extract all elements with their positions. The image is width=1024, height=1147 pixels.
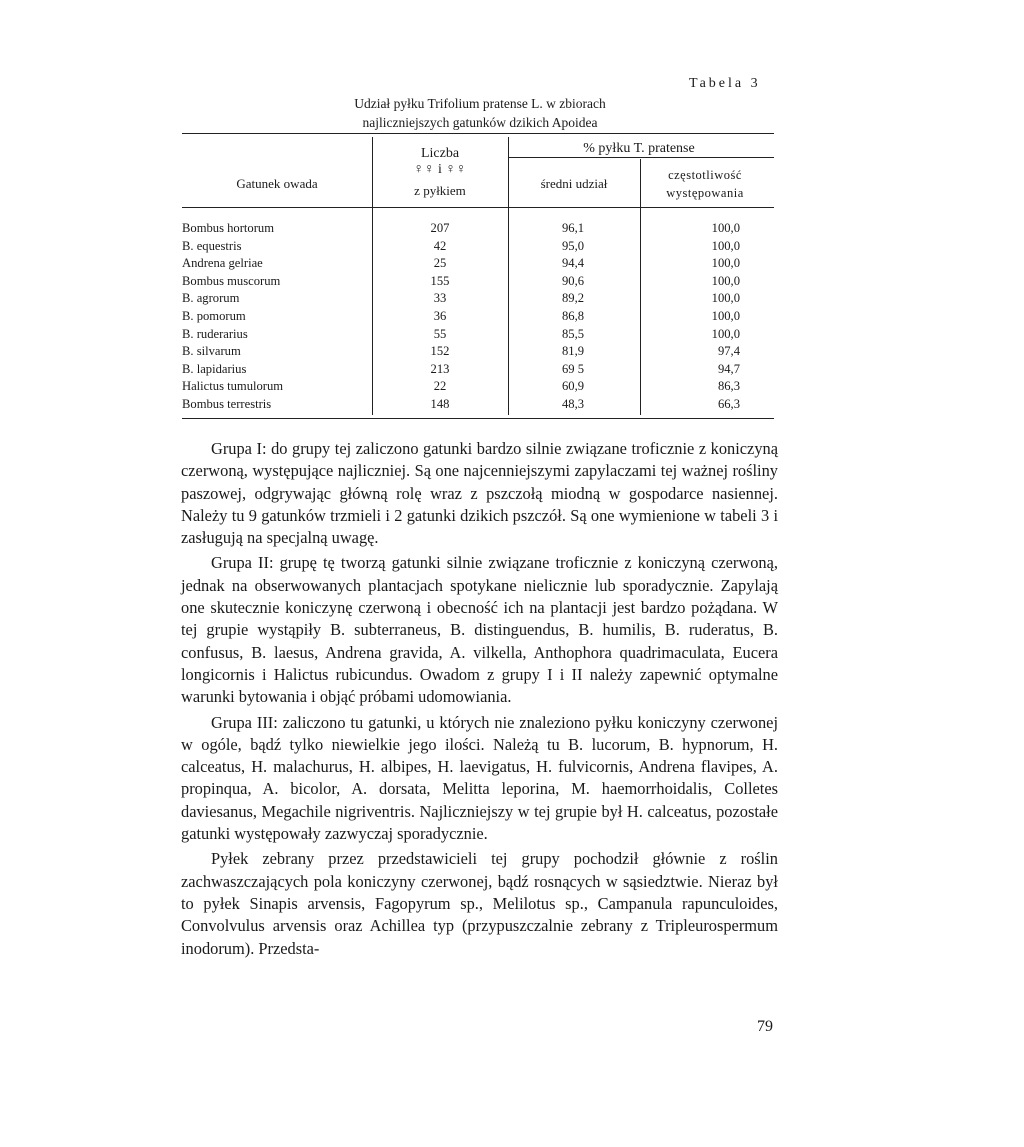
cell-count: 36 (433, 308, 447, 323)
table-row (182, 290, 772, 308)
cell-frequency: 100,0 (711, 308, 740, 323)
cell-frequency: 100,0 (711, 238, 740, 253)
table-label: Tabela 3 (689, 76, 761, 91)
cell-species: Halictus tumulorum (182, 379, 284, 394)
header-mean-share: średni udział (540, 176, 608, 191)
cell-frequency: 100,0 (711, 273, 740, 288)
table-row (182, 361, 772, 379)
table-row (182, 220, 772, 238)
caption-line-2: najliczniejszych gatunków dzikich Apoidea (362, 115, 598, 130)
paragraph-group-1: Grupa I: do grupy tej zaliczono gatunki bardzo silnie związane troficznie z koniczyną czerwoną, występujące najliczniej. Są one najcenniejszymi zapylaczami tej ważnej rośliny paszowej, odgrywając główną rolę wraz z pszczołą miodną w gospodarce nasiennej. Należy tu 9 gatunków trzmieli i 2 gatunki dzikich pszczół. Są one wymienione w tabeli 3 i zasługują na specjalną uwagę. (181, 439, 778, 548)
cell-species: Bombus hortorum (182, 221, 275, 235)
body-text (181, 438, 778, 960)
cell-mean: 69 5 (561, 361, 585, 376)
cell-count: 148 (430, 396, 450, 411)
cell-mean: 81,9 (561, 344, 585, 359)
table-row (182, 273, 772, 291)
page-number: 79 (757, 1018, 773, 1035)
header-count-symbols: ♀♀ i ♀♀ (413, 162, 467, 177)
cell-mean: 60,9 (561, 379, 585, 394)
cell-frequency: 100,0 (711, 256, 740, 271)
cell-frequency: 100,0 (711, 326, 740, 341)
cell-mean: 90,6 (561, 273, 585, 288)
cell-species: Bombus terrestris (182, 396, 272, 411)
header-frequency-line-2: występowania (666, 186, 744, 200)
table-row (182, 396, 772, 414)
cell-frequency: 100,0 (711, 221, 740, 235)
header-species: Gatunek owada (236, 176, 318, 191)
table-row (182, 238, 772, 256)
cell-frequency: 86,3 (717, 379, 740, 394)
cell-count: 55 (433, 326, 447, 341)
cell-mean: 95,0 (561, 238, 585, 253)
cell-count: 22 (433, 379, 447, 394)
header-count-title: Liczba (420, 146, 460, 161)
header-count-subtitle: z pyłkiem (414, 183, 466, 198)
cell-mean: 94,4 (561, 256, 585, 271)
header-frequency (640, 166, 770, 202)
paragraph-group-2: Grupa II: grupę tę tworzą gatunki silnie związane troficznie z koniczyną czerwoną, jednak na obserwowanych plantacjach spotykane nielicznie lub sporadycznie. Zapylają one skutecznie koniczynę czerwoną i obecność ich na plantacji jest bardzo pożądana. W tej grupie wystąpiły B. subterraneus, B. distinguendus, B. humilis, B. ruderatus, B. confusus, B. laesus, Andrena gravida, A. vilkella, Anthophora quadrimaculata, Eucera longicornis i Halictus rubicundus. Owadom z grupy I i II należy zapewnić optymalne warunki bytowania i objąć próbami udomowiania. (181, 553, 778, 707)
cell-species: Bombus muscorum (182, 273, 281, 288)
cell-mean: 48,3 (561, 396, 585, 411)
cell-count: 25 (433, 256, 447, 271)
cell-frequency: 97,4 (717, 344, 740, 359)
table-top-rule (182, 133, 774, 134)
cell-frequency: 100,0 (711, 291, 740, 306)
cell-species: B. silvarum (182, 344, 241, 359)
cell-species: B. pomorum (182, 308, 246, 323)
paragraph-group-3: Grupa III: zaliczono tu gatunki, u których nie znaleziono pyłku koniczyny czerwonej w ogóle, bądź tylko niewielkie jego ilości. Należą tu B. lucorum, B. hypnorum, H. calceatus, H. malachurus, H. albipes, H. laevigatus, H. fulvicornis, Andrena flavipes, A. propinqua, A. bicolor, A. dorsata, Melitta leporina, M. haemorrhoidalis, Colletes daviesanus, Megachile nigriventris. Najliczniejszy w tej grupie był H. calceatus, pozostałe gatunki występowały zazwyczaj sporadycznie. (181, 712, 778, 844)
table-row (182, 378, 772, 396)
header-bottom-rule (182, 207, 774, 208)
header-pollen-percent: % pyłku T. pratense (583, 141, 695, 156)
cell-species: B. ruderarius (182, 326, 248, 341)
cell-frequency: 94,7 (717, 361, 740, 376)
table-bottom-rule (182, 418, 774, 419)
cell-species: B. equestris (182, 238, 242, 253)
cell-count: 207 (430, 221, 450, 235)
cell-species: B. lapidarius (182, 361, 247, 376)
cell-mean: 86,8 (561, 308, 585, 323)
cell-count: 33 (433, 291, 447, 306)
cell-count: 152 (430, 344, 450, 359)
cell-count: 213 (430, 361, 450, 376)
paragraph-pollen: Pyłek zebrany przez przedstawicieli tej grupy pochodził głównie z roślin zachwaszczających pola koniczyny czerwonej, bądź rosnących w sąsiedztwie. Nieraz był to pyłek Sinapis arvensis, Fagopyrum sp., Melilotus sp., Campanula rapunculoides, Convolvulus arvensis oraz Achillea typ (przypuszczalnie zebrany z Tripleurospermum inodorum). Przedsta- (181, 849, 778, 958)
table-row (182, 255, 772, 273)
table-row (182, 343, 772, 361)
cell-species: Andrena gelriae (182, 256, 263, 271)
table-caption (280, 94, 680, 132)
table-row (182, 326, 772, 344)
table-body (182, 220, 772, 414)
table-row (182, 308, 772, 326)
pct-subheader-rule (508, 157, 774, 158)
cell-mean: 96,1 (561, 221, 585, 235)
caption-line-1: Udział pyłku Trifolium pratense L. w zbiorach (354, 96, 606, 111)
cell-frequency: 66,3 (717, 396, 740, 411)
cell-species: B. agrorum (182, 291, 240, 306)
header-frequency-line-1: częstotliwość (668, 168, 742, 182)
cell-count: 155 (430, 273, 450, 288)
cell-mean: 85,5 (561, 326, 585, 341)
cell-mean: 89,2 (561, 291, 585, 306)
cell-count: 42 (433, 238, 447, 253)
